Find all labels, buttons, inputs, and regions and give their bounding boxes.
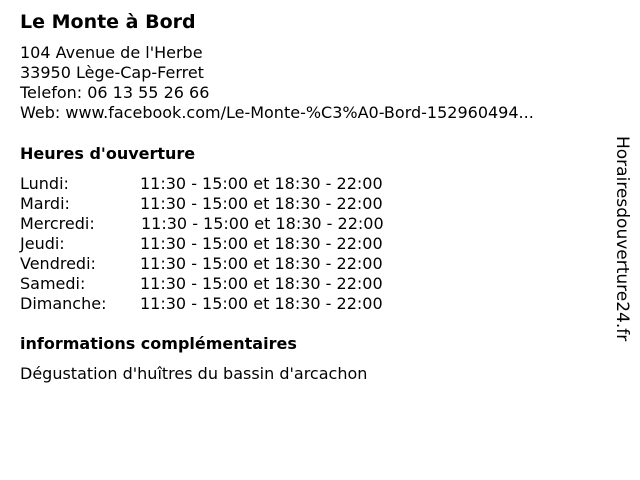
time-range: 11:30 - 15:00 et 18:30 - 22:00 [140,234,383,253]
day-label: Mardi: [20,194,70,213]
day-label: Vendredi: [20,254,96,273]
time-range: 11:30 - 15:00 et 18:30 - 22:00 [140,274,383,293]
opening-hours-heading: Heures d'ouverture [20,144,196,163]
additional-info-heading: informations complémentaires [20,334,297,353]
address-street: 104 Avenue de l'Herbe [20,43,203,62]
phone-number: Telefon: 06 13 55 26 66 [20,83,210,102]
day-label: Dimanche: [20,294,107,313]
day-label: Samedi: [20,274,86,293]
day-label: Jeudi: [20,234,65,253]
time-range: 11:30 - 15:00 et 18:30 - 22:00 [140,294,383,313]
additional-info-text: Dégustation d'huîtres du bassin d'arcachon [20,364,368,383]
day-label: Lundi: [20,174,69,193]
site-watermark: Horairesdouverture24.fr [612,136,632,342]
business-name: Le Monte à Bord [20,11,196,33]
time-range: 11:30 - 15:00 et 18:30 - 22:00 [140,254,383,273]
time-range: 11:30 - 15:00 et 18:30 - 22:00 [141,214,384,233]
address-city: 33950 Lège-Cap-Ferret [20,63,204,82]
business-contact [20,43,534,123]
time-range: 11:30 - 15:00 et 18:30 - 22:00 [140,174,383,193]
website-link[interactable]: Web: www.facebook.com/Le-Monte-%C3%A0-Bord-152960494... [20,103,534,122]
day-label: Mercredi: [20,214,95,233]
time-range: 11:30 - 15:00 et 18:30 - 22:00 [140,194,383,213]
